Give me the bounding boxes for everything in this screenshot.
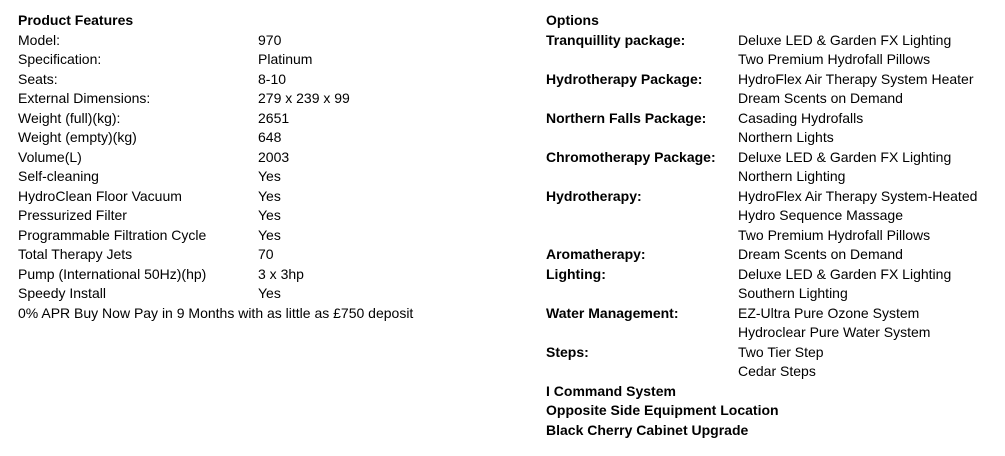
feature-row bbox=[18, 50, 498, 70]
option-group-name: Aromatherapy: bbox=[546, 246, 646, 262]
option-item: Hydroclear Pure Water System bbox=[738, 324, 931, 340]
feature-value: 970 bbox=[258, 31, 282, 48]
option-row bbox=[546, 70, 1001, 90]
option-group-name: Steps: bbox=[546, 343, 589, 360]
option-item: Two Premium Hydrofall Pillows bbox=[738, 51, 931, 67]
feature-row bbox=[18, 206, 498, 226]
option-group-name: Northern Falls Package: bbox=[546, 109, 707, 126]
feature-row bbox=[18, 70, 498, 90]
feature-value: Yes bbox=[258, 207, 281, 223]
feature-value: 70 bbox=[258, 246, 274, 262]
option-group-name: Chromotherapy Package: bbox=[546, 148, 716, 165]
option-row bbox=[546, 284, 1001, 304]
option-item: Deluxe LED & Garden FX Lighting bbox=[738, 31, 952, 48]
option-extra: I Command System bbox=[546, 382, 676, 399]
option-row bbox=[546, 109, 1001, 129]
feature-value: 2003 bbox=[258, 148, 290, 165]
feature-row bbox=[18, 31, 498, 51]
feature-value: Yes bbox=[258, 226, 281, 243]
option-item: Two Premium Hydrofall Pillows bbox=[738, 226, 931, 243]
option-item: Cedar Steps bbox=[738, 363, 816, 379]
option-group-name: Tranquillity package: bbox=[546, 31, 686, 48]
option-extra: Black Cherry Cabinet Upgrade bbox=[546, 421, 749, 438]
option-item: HydroFlex Air Therapy System Heater bbox=[738, 70, 974, 87]
option-group-name: Hydrotherapy: bbox=[546, 187, 642, 204]
feature-label: Self-cleaning bbox=[18, 168, 99, 184]
product-features-heading: Product Features bbox=[18, 12, 134, 28]
feature-row bbox=[18, 187, 498, 207]
option-row bbox=[546, 245, 1001, 265]
feature-row bbox=[18, 148, 498, 168]
feature-label: Seats: bbox=[18, 70, 58, 87]
option-item: Dream Scents on Demand bbox=[738, 90, 903, 106]
option-item: Southern Lighting bbox=[738, 285, 848, 301]
feature-label: Volume(L) bbox=[18, 148, 82, 165]
finance-note: 0% APR Buy Now Pay in 9 Months with as little as £750 deposit bbox=[18, 304, 414, 321]
option-item: Dream Scents on Demand bbox=[738, 246, 903, 262]
option-group-name: Water Management: bbox=[546, 304, 679, 321]
feature-label: Pump (International 50Hz)(hp) bbox=[18, 265, 207, 282]
feature-label: Model: bbox=[18, 31, 61, 48]
feature-label: Speedy Install bbox=[18, 285, 106, 301]
feature-value: 3 x 3hp bbox=[258, 265, 304, 282]
feature-label: Programmable Filtration Cycle bbox=[18, 226, 207, 243]
option-item: Casading Hydrofalls bbox=[738, 109, 864, 126]
option-item: Northern Lighting bbox=[738, 168, 846, 184]
feature-row bbox=[18, 128, 498, 148]
option-row bbox=[546, 206, 1001, 226]
feature-value: Yes bbox=[258, 168, 281, 184]
option-row bbox=[546, 304, 1001, 324]
feature-value: 648 bbox=[258, 129, 282, 145]
option-row bbox=[546, 226, 1001, 246]
feature-label: Total Therapy Jets bbox=[18, 246, 133, 262]
option-row bbox=[546, 187, 1001, 207]
feature-row bbox=[18, 265, 498, 285]
option-group-name: Lighting: bbox=[546, 265, 606, 282]
option-group-name: Hydrotherapy Package: bbox=[546, 70, 703, 87]
option-item: Northern Lights bbox=[738, 129, 834, 145]
options-section bbox=[546, 11, 1001, 440]
option-item: HydroFlex Air Therapy System-Heated bbox=[738, 187, 978, 204]
feature-row bbox=[18, 284, 498, 304]
feature-value: Yes bbox=[258, 285, 281, 301]
option-item: Deluxe LED & Garden FX Lighting bbox=[738, 265, 952, 282]
feature-value: 279 x 239 x 99 bbox=[258, 90, 350, 106]
feature-label: Pressurized Filter bbox=[18, 207, 127, 223]
option-row bbox=[546, 167, 1001, 187]
finance-note-row bbox=[18, 304, 498, 324]
option-item: EZ-Ultra Pure Ozone System bbox=[738, 304, 920, 321]
option-row bbox=[546, 50, 1001, 70]
feature-value: 2651 bbox=[258, 109, 290, 126]
option-row bbox=[546, 89, 1001, 109]
feature-row bbox=[18, 109, 498, 129]
option-row bbox=[546, 343, 1001, 363]
option-item: Deluxe LED & Garden FX Lighting bbox=[738, 148, 952, 165]
feature-row bbox=[18, 167, 498, 187]
feature-label: Specification: bbox=[18, 51, 102, 67]
options-heading: Options bbox=[546, 12, 599, 28]
feature-row bbox=[18, 226, 498, 246]
feature-label: Weight (full)(kg): bbox=[18, 109, 121, 126]
option-item: Hydro Sequence Massage bbox=[738, 207, 903, 223]
option-item: Two Tier Step bbox=[738, 343, 824, 360]
option-row bbox=[546, 323, 1001, 343]
option-row bbox=[546, 148, 1001, 168]
feature-label: HydroClean Floor Vacuum bbox=[18, 187, 182, 204]
feature-value: Platinum bbox=[258, 51, 313, 67]
option-row bbox=[546, 362, 1001, 382]
option-row bbox=[546, 31, 1001, 51]
option-row bbox=[546, 128, 1001, 148]
feature-label: Weight (empty)(kg) bbox=[18, 129, 137, 145]
feature-value: 8-10 bbox=[258, 70, 287, 87]
feature-label: External Dimensions: bbox=[18, 90, 151, 106]
feature-row bbox=[18, 245, 498, 265]
feature-row bbox=[18, 89, 498, 109]
feature-value: Yes bbox=[258, 187, 281, 204]
option-extra: Opposite Side Equipment Location bbox=[546, 402, 779, 418]
product-features-section bbox=[18, 11, 498, 323]
option-row bbox=[546, 265, 1001, 285]
